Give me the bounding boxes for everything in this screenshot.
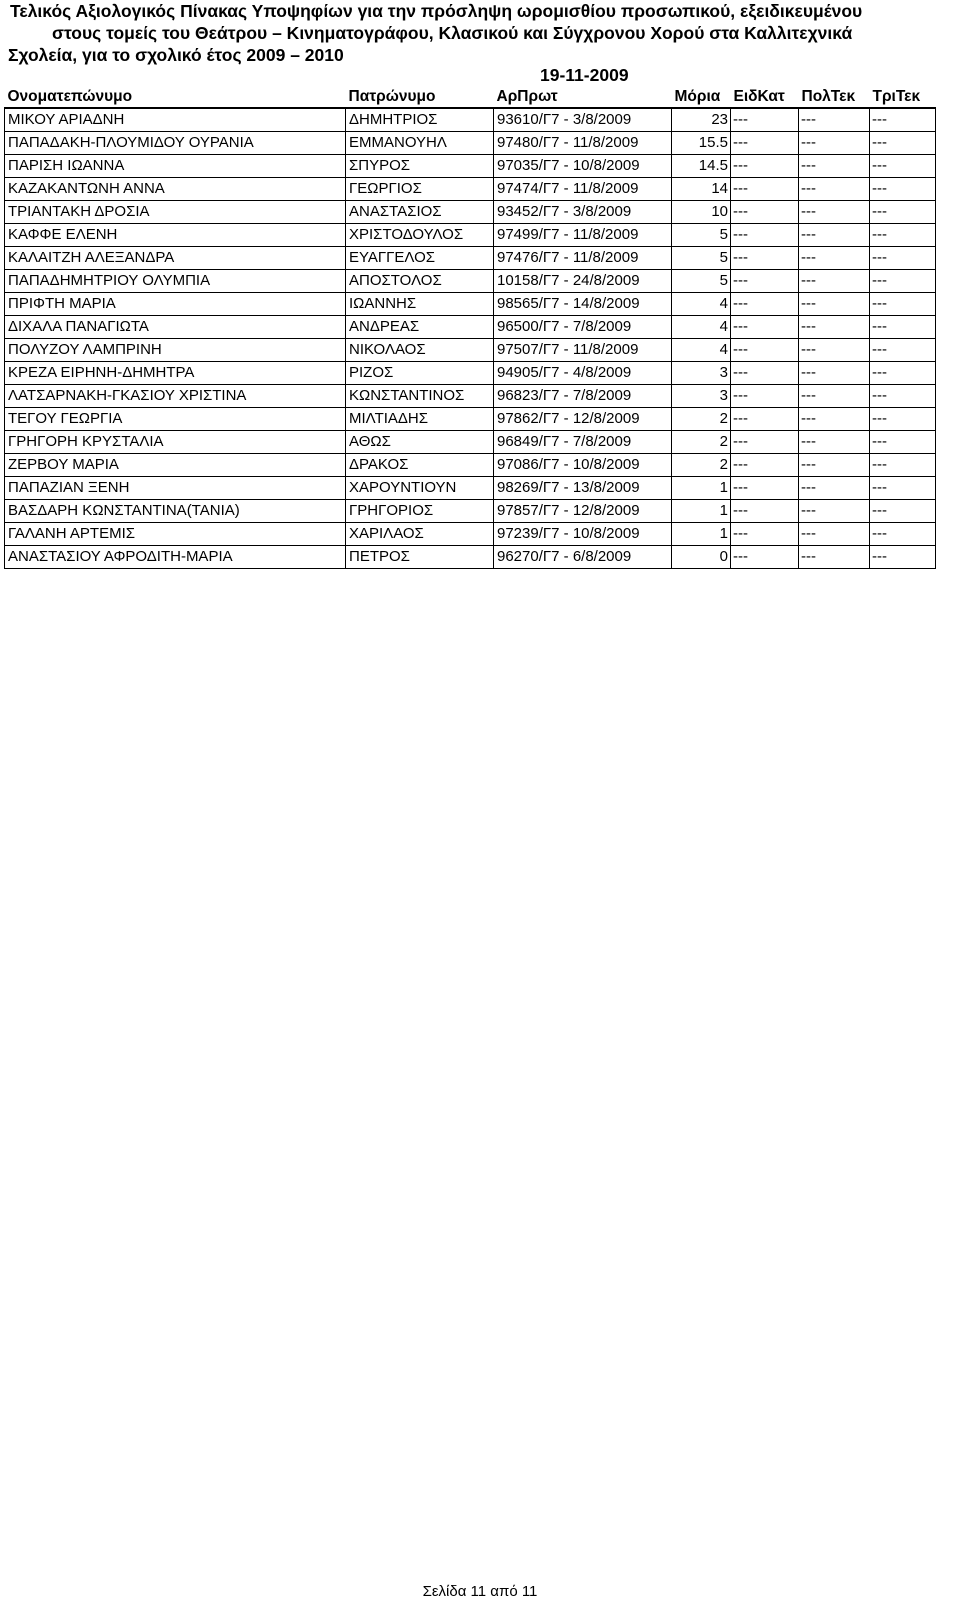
cell-eidkat: --- bbox=[731, 108, 799, 132]
cell-poltek: --- bbox=[799, 477, 870, 500]
cell-poltek: --- bbox=[799, 293, 870, 316]
table-row bbox=[5, 339, 936, 362]
cell-name: ΤΕΓΟΥ ΓΕΩΡΓΙΑ bbox=[5, 408, 346, 431]
cell-patronymic: ΔΗΜΗΤΡΙΟΣ bbox=[346, 108, 494, 132]
cell-eidkat: --- bbox=[731, 431, 799, 454]
cell-patronymic: ΓΡΗΓΟΡΙΟΣ bbox=[346, 500, 494, 523]
table-row bbox=[5, 385, 936, 408]
table-row bbox=[5, 270, 936, 293]
document-title-line-3: Σχολεία, για το σχολικό έτος 2009 – 2010 bbox=[8, 45, 344, 65]
cell-patronymic: ΑΝΔΡΕΑΣ bbox=[346, 316, 494, 339]
cell-tritek: --- bbox=[870, 454, 936, 477]
cell-patronymic: ΜΙΛΤΙΑΔΗΣ bbox=[346, 408, 494, 431]
cell-name: ΠΑΠΑΖΙΑΝ ΞΕΝΗ bbox=[5, 477, 346, 500]
cell-tritek: --- bbox=[870, 224, 936, 247]
column-header-name: Ονοματεπώνυμο bbox=[7, 87, 133, 105]
cell-tritek: --- bbox=[870, 108, 936, 132]
cell-poltek: --- bbox=[799, 500, 870, 523]
cell-tritek: --- bbox=[870, 270, 936, 293]
cell-points: 5 bbox=[672, 270, 731, 293]
column-header-tritek: ΤριΤεκ bbox=[872, 87, 921, 105]
cell-tritek: --- bbox=[870, 339, 936, 362]
document-title-line-2: στους τομείς του Θεάτρου – Κινηματογράφου, Κλασικού και Σύγχρονου Χορού στα Καλλιτεχνικά bbox=[52, 23, 853, 43]
results-table bbox=[4, 86, 936, 569]
cell-poltek: --- bbox=[799, 385, 870, 408]
cell-tritek: --- bbox=[870, 132, 936, 155]
cell-patronymic: ΣΠΥΡΟΣ bbox=[346, 155, 494, 178]
table-row bbox=[5, 155, 936, 178]
cell-points: 4 bbox=[672, 293, 731, 316]
cell-name: ΠΑΠΑΔΗΜΗΤΡΙΟΥ ΟΛΥΜΠΙΑ bbox=[5, 270, 346, 293]
cell-tritek: --- bbox=[870, 431, 936, 454]
cell-protocol: 97499/Γ7 - 11/8/2009 bbox=[494, 224, 672, 247]
cell-protocol: 97857/Γ7 - 12/8/2009 bbox=[494, 500, 672, 523]
cell-protocol: 97476/Γ7 - 11/8/2009 bbox=[494, 247, 672, 270]
cell-eidkat: --- bbox=[731, 224, 799, 247]
cell-name: ΒΑΣΔΑΡΗ ΚΩΝΣΤΑΝΤΙΝΑ(ΤΑΝΙΑ) bbox=[5, 500, 346, 523]
column-header-patronymic: Πατρώνυμο bbox=[348, 87, 436, 105]
column-header-poltek: ΠολΤεκ bbox=[801, 87, 856, 105]
cell-eidkat: --- bbox=[731, 201, 799, 224]
cell-eidkat: --- bbox=[731, 293, 799, 316]
table-row bbox=[5, 293, 936, 316]
cell-poltek: --- bbox=[799, 523, 870, 546]
cell-patronymic: ΕΜΜΑΝΟΥΗΛ bbox=[346, 132, 494, 155]
cell-poltek: --- bbox=[799, 408, 870, 431]
cell-tritek: --- bbox=[870, 201, 936, 224]
cell-protocol: 93452/Γ7 - 3/8/2009 bbox=[494, 201, 672, 224]
page-number: Σελίδα 11 από 11 bbox=[422, 1583, 538, 1600]
cell-patronymic: ΠΕΤΡΟΣ bbox=[346, 546, 494, 569]
cell-protocol: 96270/Γ7 - 6/8/2009 bbox=[494, 546, 672, 569]
cell-protocol: 93610/Γ7 - 3/8/2009 bbox=[494, 108, 672, 132]
table-row bbox=[5, 224, 936, 247]
cell-points: 14.5 bbox=[672, 155, 731, 178]
cell-patronymic: ΑΝΑΣΤΑΣΙΟΣ bbox=[346, 201, 494, 224]
cell-poltek: --- bbox=[799, 316, 870, 339]
table-row bbox=[5, 201, 936, 224]
cell-poltek: --- bbox=[799, 178, 870, 201]
table-header-row bbox=[5, 86, 936, 108]
table-row bbox=[5, 178, 936, 201]
cell-points: 2 bbox=[672, 454, 731, 477]
document-title-line-1: Τελικός Αξιολογικός Πίνακας Υποψηφίων για την πρόσληψη ωρομισθίου προσωπικού, εξειδικευμένου bbox=[10, 1, 863, 21]
cell-patronymic: ΧΡΙΣΤΟΔΟΥΛΟΣ bbox=[346, 224, 494, 247]
table-row bbox=[5, 546, 936, 569]
cell-eidkat: --- bbox=[731, 500, 799, 523]
cell-tritek: --- bbox=[870, 546, 936, 569]
cell-protocol: 97035/Γ7 - 10/8/2009 bbox=[494, 155, 672, 178]
cell-points: 1 bbox=[672, 523, 731, 546]
cell-protocol: 96500/Γ7 - 7/8/2009 bbox=[494, 316, 672, 339]
cell-points: 1 bbox=[672, 477, 731, 500]
cell-eidkat: --- bbox=[731, 408, 799, 431]
cell-tritek: --- bbox=[870, 316, 936, 339]
table-row bbox=[5, 454, 936, 477]
cell-protocol: 97086/Γ7 - 10/8/2009 bbox=[494, 454, 672, 477]
cell-points: 5 bbox=[672, 224, 731, 247]
cell-eidkat: --- bbox=[731, 247, 799, 270]
cell-patronymic: ΔΡΑΚΟΣ bbox=[346, 454, 494, 477]
cell-protocol: 97862/Γ7 - 12/8/2009 bbox=[494, 408, 672, 431]
cell-patronymic: ΑΘΩΣ bbox=[346, 431, 494, 454]
cell-protocol: 98269/Γ7 - 13/8/2009 bbox=[494, 477, 672, 500]
cell-points: 2 bbox=[672, 408, 731, 431]
cell-tritek: --- bbox=[870, 293, 936, 316]
cell-protocol: 97480/Γ7 - 11/8/2009 bbox=[494, 132, 672, 155]
cell-tritek: --- bbox=[870, 385, 936, 408]
cell-points: 4 bbox=[672, 339, 731, 362]
cell-tritek: --- bbox=[870, 500, 936, 523]
cell-points: 14 bbox=[672, 178, 731, 201]
cell-patronymic: ΧΑΡΙΛΑΟΣ bbox=[346, 523, 494, 546]
cell-eidkat: --- bbox=[731, 155, 799, 178]
cell-points: 23 bbox=[672, 108, 731, 132]
cell-points: 0 bbox=[672, 546, 731, 569]
cell-patronymic: ΙΩΑΝΝΗΣ bbox=[346, 293, 494, 316]
cell-name: ΚΡΕΖΑ ΕΙΡΗΝΗ-ΔΗΜΗΤΡΑ bbox=[5, 362, 346, 385]
cell-tritek: --- bbox=[870, 523, 936, 546]
cell-points: 3 bbox=[672, 385, 731, 408]
cell-protocol: 96823/Γ7 - 7/8/2009 bbox=[494, 385, 672, 408]
cell-name: ΤΡΙΑΝΤΑΚΗ ΔΡΟΣΙΑ bbox=[5, 201, 346, 224]
cell-points: 3 bbox=[672, 362, 731, 385]
cell-eidkat: --- bbox=[731, 132, 799, 155]
cell-tritek: --- bbox=[870, 178, 936, 201]
cell-tritek: --- bbox=[870, 362, 936, 385]
table-row bbox=[5, 408, 936, 431]
cell-protocol: 97507/Γ7 - 11/8/2009 bbox=[494, 339, 672, 362]
cell-patronymic: ΡΙΖΟΣ bbox=[346, 362, 494, 385]
cell-protocol: 10158/Γ7 - 24/8/2009 bbox=[494, 270, 672, 293]
cell-patronymic: ΧΑΡΟΥΝΤΙΟΥΝ bbox=[346, 477, 494, 500]
cell-points: 4 bbox=[672, 316, 731, 339]
cell-name: ΚΑΛΑΙΤΖΗ ΑΛΕΞΑΝΔΡΑ bbox=[5, 247, 346, 270]
cell-poltek: --- bbox=[799, 362, 870, 385]
table-row bbox=[5, 132, 936, 155]
cell-name: ΔΙΧΑΛΑ ΠΑΝΑΓΙΩΤΑ bbox=[5, 316, 346, 339]
cell-eidkat: --- bbox=[731, 523, 799, 546]
cell-name: ΠΑΡΙΣΗ ΙΩΑΝΝΑ bbox=[5, 155, 346, 178]
cell-name: ΑΝΑΣΤΑΣΙΟΥ ΑΦΡΟΔΙΤΗ-ΜΑΡΙΑ bbox=[5, 546, 346, 569]
cell-poltek: --- bbox=[799, 546, 870, 569]
table-row bbox=[5, 477, 936, 500]
cell-tritek: --- bbox=[870, 408, 936, 431]
cell-poltek: --- bbox=[799, 339, 870, 362]
cell-eidkat: --- bbox=[731, 454, 799, 477]
cell-points: 10 bbox=[672, 201, 731, 224]
cell-patronymic: ΝΙΚΟΛΑΟΣ bbox=[346, 339, 494, 362]
cell-eidkat: --- bbox=[731, 339, 799, 362]
table-row bbox=[5, 362, 936, 385]
table-row bbox=[5, 247, 936, 270]
cell-patronymic: ΑΠΟΣΤΟΛΟΣ bbox=[346, 270, 494, 293]
cell-name: ΠΑΠΑΔΑΚΗ-ΠΛΟΥΜΙΔΟΥ ΟΥΡΑΝΙΑ bbox=[5, 132, 346, 155]
cell-poltek: --- bbox=[799, 132, 870, 155]
cell-protocol: 97474/Γ7 - 11/8/2009 bbox=[494, 178, 672, 201]
cell-tritek: --- bbox=[870, 477, 936, 500]
cell-name: ΜΙΚΟΥ ΑΡΙΑΔΝΗ bbox=[5, 108, 346, 132]
cell-name: ΓΑΛΑΝΗ ΑΡΤΕΜΙΣ bbox=[5, 523, 346, 546]
cell-poltek: --- bbox=[799, 431, 870, 454]
cell-points: 5 bbox=[672, 247, 731, 270]
cell-poltek: --- bbox=[799, 247, 870, 270]
cell-poltek: --- bbox=[799, 454, 870, 477]
cell-poltek: --- bbox=[799, 201, 870, 224]
cell-points: 2 bbox=[672, 431, 731, 454]
table-row bbox=[5, 108, 936, 132]
cell-eidkat: --- bbox=[731, 178, 799, 201]
cell-patronymic: ΚΩΝΣΤΑΝΤΙΝΟΣ bbox=[346, 385, 494, 408]
cell-eidkat: --- bbox=[731, 362, 799, 385]
cell-name: ΠΡΙΦΤΗ ΜΑΡΙΑ bbox=[5, 293, 346, 316]
cell-protocol: 94905/Γ7 - 4/8/2009 bbox=[494, 362, 672, 385]
document-date: 19-11-2009 bbox=[540, 65, 629, 85]
cell-eidkat: --- bbox=[731, 385, 799, 408]
cell-eidkat: --- bbox=[731, 477, 799, 500]
cell-protocol: 98565/Γ7 - 14/8/2009 bbox=[494, 293, 672, 316]
cell-poltek: --- bbox=[799, 270, 870, 293]
cell-poltek: --- bbox=[799, 108, 870, 132]
cell-name: ΚΑΖΑΚΑΝΤΩΝΗ ΑΝΝΑ bbox=[5, 178, 346, 201]
cell-protocol: 97239/Γ7 - 10/8/2009 bbox=[494, 523, 672, 546]
cell-name: ΚΑΦΦΕ ΕΛΕΝΗ bbox=[5, 224, 346, 247]
cell-protocol: 96849/Γ7 - 7/8/2009 bbox=[494, 431, 672, 454]
cell-poltek: --- bbox=[799, 224, 870, 247]
table-row bbox=[5, 431, 936, 454]
table-row bbox=[5, 523, 936, 546]
table-body bbox=[5, 108, 936, 569]
cell-eidkat: --- bbox=[731, 316, 799, 339]
document-title-block bbox=[8, 0, 958, 66]
cell-name: ΛΑΤΣΑΡΝΑΚΗ-ΓΚΑΣΙΟΥ ΧΡΙΣΤΙΝΑ bbox=[5, 385, 346, 408]
column-header-eidkat: ΕιδΚατ bbox=[733, 87, 785, 105]
cell-points: 1 bbox=[672, 500, 731, 523]
cell-name: ΓΡΗΓΟΡΗ ΚΡΥΣΤΑΛΙΑ bbox=[5, 431, 346, 454]
cell-tritek: --- bbox=[870, 247, 936, 270]
cell-tritek: --- bbox=[870, 155, 936, 178]
table-row bbox=[5, 500, 936, 523]
cell-points: 15.5 bbox=[672, 132, 731, 155]
column-header-protocol: ΑρΠρωτ bbox=[496, 87, 558, 105]
cell-eidkat: --- bbox=[731, 270, 799, 293]
cell-eidkat: --- bbox=[731, 546, 799, 569]
cell-patronymic: ΕΥΑΓΓΕΛΟΣ bbox=[346, 247, 494, 270]
cell-name: ΖΕΡΒΟΥ ΜΑΡΙΑ bbox=[5, 454, 346, 477]
cell-name: ΠΟΛΥΖΟΥ ΛΑΜΠΡΙΝΗ bbox=[5, 339, 346, 362]
cell-patronymic: ΓΕΩΡΓΙΟΣ bbox=[346, 178, 494, 201]
cell-poltek: --- bbox=[799, 155, 870, 178]
table-row bbox=[5, 316, 936, 339]
column-header-points: Μόρια bbox=[674, 87, 721, 105]
